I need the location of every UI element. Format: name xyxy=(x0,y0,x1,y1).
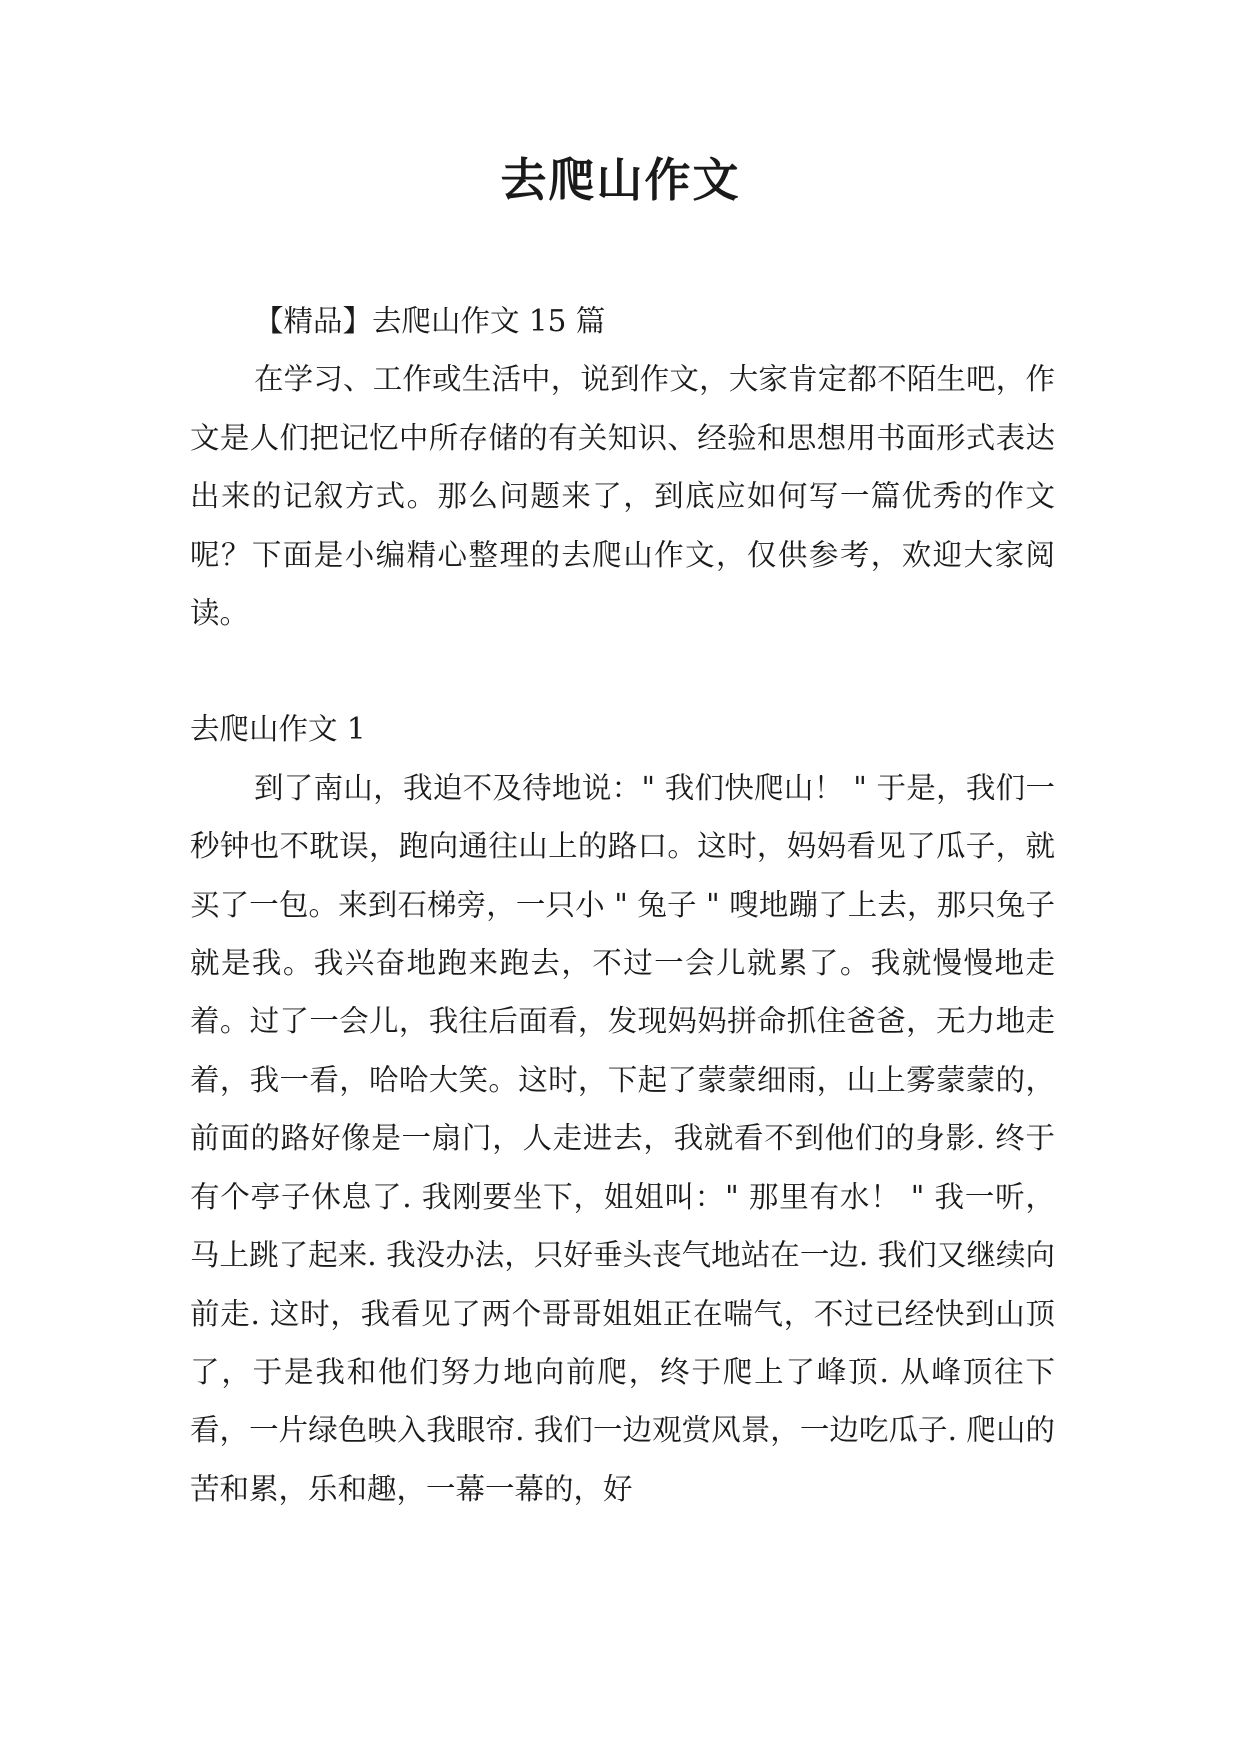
section-heading: 去爬山作文 1 xyxy=(190,712,366,747)
document-body xyxy=(190,292,1055,1518)
document-title: 去爬山作文 xyxy=(500,153,741,207)
paragraph-gap xyxy=(190,642,1055,700)
document-subtitle: 【精品】去爬山作文 15 篇 xyxy=(254,304,606,338)
section-paragraph: 到了南山，我迫不及待地说：" 我们快爬山！ " 于是，我们一秒钟也不耽误，跑向通往山上的路口。这时，妈妈看见了瓜子，就买了一包。来到石梯旁，一只小 " 兔子 " 嗖地蹦了上去，那只兔子就是我。我兴奋地跑来跑去，不过一会儿就累了。我就慢慢地走着。过了一会儿，我往后面看，发现妈妈拼命抓住爸爸，无力地走着，我一看，哈哈大笑。这时，下起了蒙蒙细雨，山上雾蒙蒙的，前面的路好像是一扇门，人走进去，我就看不到他们的身影. 终于有个亭子休息了. 我刚要坐下，姐姐叫：" 那里有水！ " 我一听，马上跳了起来. 我没办法，只好垂头丧气地站在一边. 我们又继续向前走. 这时，我看见了两个哥哥姐姐正在喘气，不过已经快到山顶了，于是我和他们努力地向前爬，终于爬上了峰顶. 从峰顶往下看，一片绿色映入我眼帘. 我们一边观赏风景，一边吃瓜子. 爬山的苦和累，乐和趣，一幕一幕的，好 xyxy=(190,770,1055,1506)
intro-paragraph: 在学习、工作或生活中，说到作文，大家肯定都不陌生吧，作文是人们把记忆中所存储的有关知识、经验和思想用书面形式表达出来的记叙方式。那么问题来了，到底应如何写一篇优秀的作文呢？下面是小编精心整理的去爬山作文，仅供参考，欢迎大家阅读。 xyxy=(190,362,1055,631)
